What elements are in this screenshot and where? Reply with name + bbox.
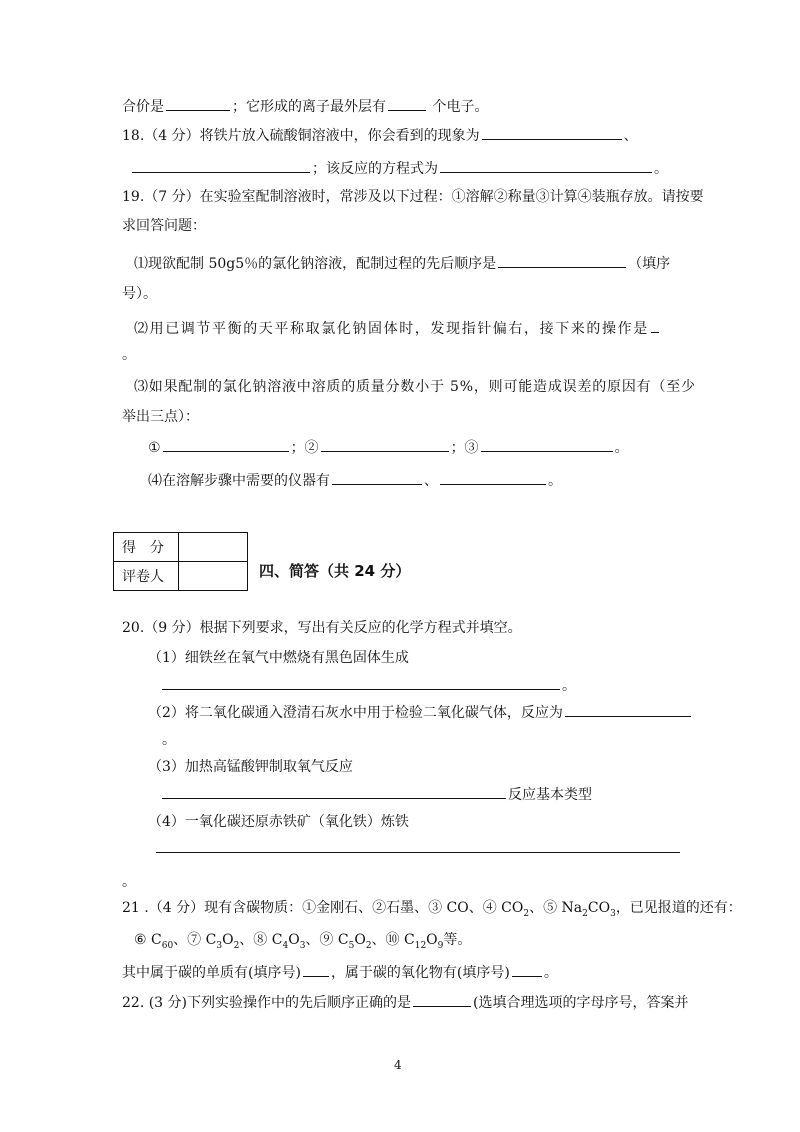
question-20-part1-answer: 。 xyxy=(160,675,576,696)
question-20-part3: （3）加热高锰酸钾制取氧气反应 xyxy=(148,759,353,775)
answer-blank[interactable] xyxy=(303,962,329,977)
answer-blank[interactable] xyxy=(332,470,422,485)
answer-blank[interactable] xyxy=(481,437,613,452)
question-19-intro: 19.（7 分）在实验室配制溶液时，常涉及以下过程：①溶解②称量③计算④装瓶存放。请按要 xyxy=(122,189,704,205)
answer-blank[interactable] xyxy=(132,158,310,173)
question-21: 21 .（4 分）现有含碳物质：①金刚石、②石墨、③ CO、④ $CO_2$、⑤ $Na_2CO_3$，已见报道的还有： xyxy=(122,900,742,919)
answer-blank[interactable] xyxy=(166,96,230,111)
answer-blank[interactable] xyxy=(440,158,652,173)
question-19-part3-cont: 举出三点）： xyxy=(122,409,199,425)
answer-blank[interactable] xyxy=(498,253,626,268)
answer-blank[interactable] xyxy=(512,962,542,977)
text-line: 合价是 ；它形成的离子最外层有 个电子。 xyxy=(122,96,488,117)
question-19-intro-cont: 求回答问题： xyxy=(122,218,206,234)
question-19-part2: ⑵用已调节平衡的天平称取氯化钠固体时，发现指针偏右，接下来的操作是 xyxy=(134,318,661,339)
grader-cell[interactable] xyxy=(179,562,248,591)
question-20-part2: （2）将二氧化碳通入澄清石灰水中用于检验二氧化碳气体，反应为 xyxy=(148,702,693,723)
section-title: 四、简答（共 24 分） xyxy=(259,562,411,580)
question-22: 22. (3 分)下列实验操作中的先后顺序正确的是 (选填合理选项的字母序号，答案并 xyxy=(122,992,688,1013)
question-19-part4: ⑷在溶解步骤中需要的仪器有 、 。 xyxy=(148,470,562,491)
question-21-list: ⑥ $C_{60}$、⑦ $C_3O_2$、⑧ $C_4O_3$、⑨ $C_5O_2$、⑩ $C_{12}O_9$等。 xyxy=(134,932,472,951)
answer-blank[interactable] xyxy=(388,96,426,111)
answer-blank[interactable] xyxy=(565,702,691,717)
answer-blank[interactable] xyxy=(156,838,680,853)
answer-blank[interactable] xyxy=(651,318,659,333)
answer-blank[interactable] xyxy=(413,992,471,1007)
score-cell[interactable] xyxy=(179,533,248,562)
question-20-part4: （4）一氧化碳还原赤铁矿（氧化铁）炼铁 xyxy=(148,814,409,830)
question-18-cont: ；该反应的方程式为 。 xyxy=(122,158,668,179)
question-20-part3-answer: 反应基本类型 xyxy=(160,784,592,805)
question-20-intro: 20.（9 分）根据下列要求，写出有关反应的化学方程式并填空。 xyxy=(122,620,522,636)
grader-label: 评卷人 xyxy=(114,562,179,591)
answer-blank[interactable] xyxy=(321,437,449,452)
question-19-part3-blanks: ① ；② ；③ 。 xyxy=(148,437,629,458)
score-table xyxy=(113,532,248,591)
question-19-part1: ⑴现欲配制 50g5％的氯化钠溶液，配制过程的先后顺序是 （填序 xyxy=(134,253,670,274)
question-18: 18.（4 分）将铁片放入硫酸铜溶液中，你会看到的现象为 、 xyxy=(122,125,638,146)
answer-blank[interactable] xyxy=(482,125,622,140)
question-20-part2-end: 。 xyxy=(162,732,176,748)
question-19-part1-cont: 号）。 xyxy=(122,286,157,302)
score-label: 得 分 xyxy=(114,533,179,562)
answer-blank[interactable] xyxy=(162,784,506,799)
question-19-part2-cont: 。 xyxy=(122,347,136,363)
answer-blank[interactable] xyxy=(163,437,289,452)
page-number: 4 xyxy=(394,1058,402,1072)
question-20-part4-answer xyxy=(154,838,682,859)
answer-blank[interactable] xyxy=(162,675,560,690)
answer-blank[interactable] xyxy=(440,470,546,485)
question-20-part1: （1）细铁丝在氧气中燃烧有黑色固体生成 xyxy=(148,650,409,666)
question-19-part3: ⑶如果配制的氯化钠溶液中溶质的质量分数小于 5%，则可能造成误差的原因有（至少 xyxy=(134,379,696,395)
question-21-prompt: 其中属于碳的单质有(填序号) ，属于碳的氧化物有(填序号) 。 xyxy=(122,962,558,983)
question-20-part4-end: 。 xyxy=(122,874,136,890)
